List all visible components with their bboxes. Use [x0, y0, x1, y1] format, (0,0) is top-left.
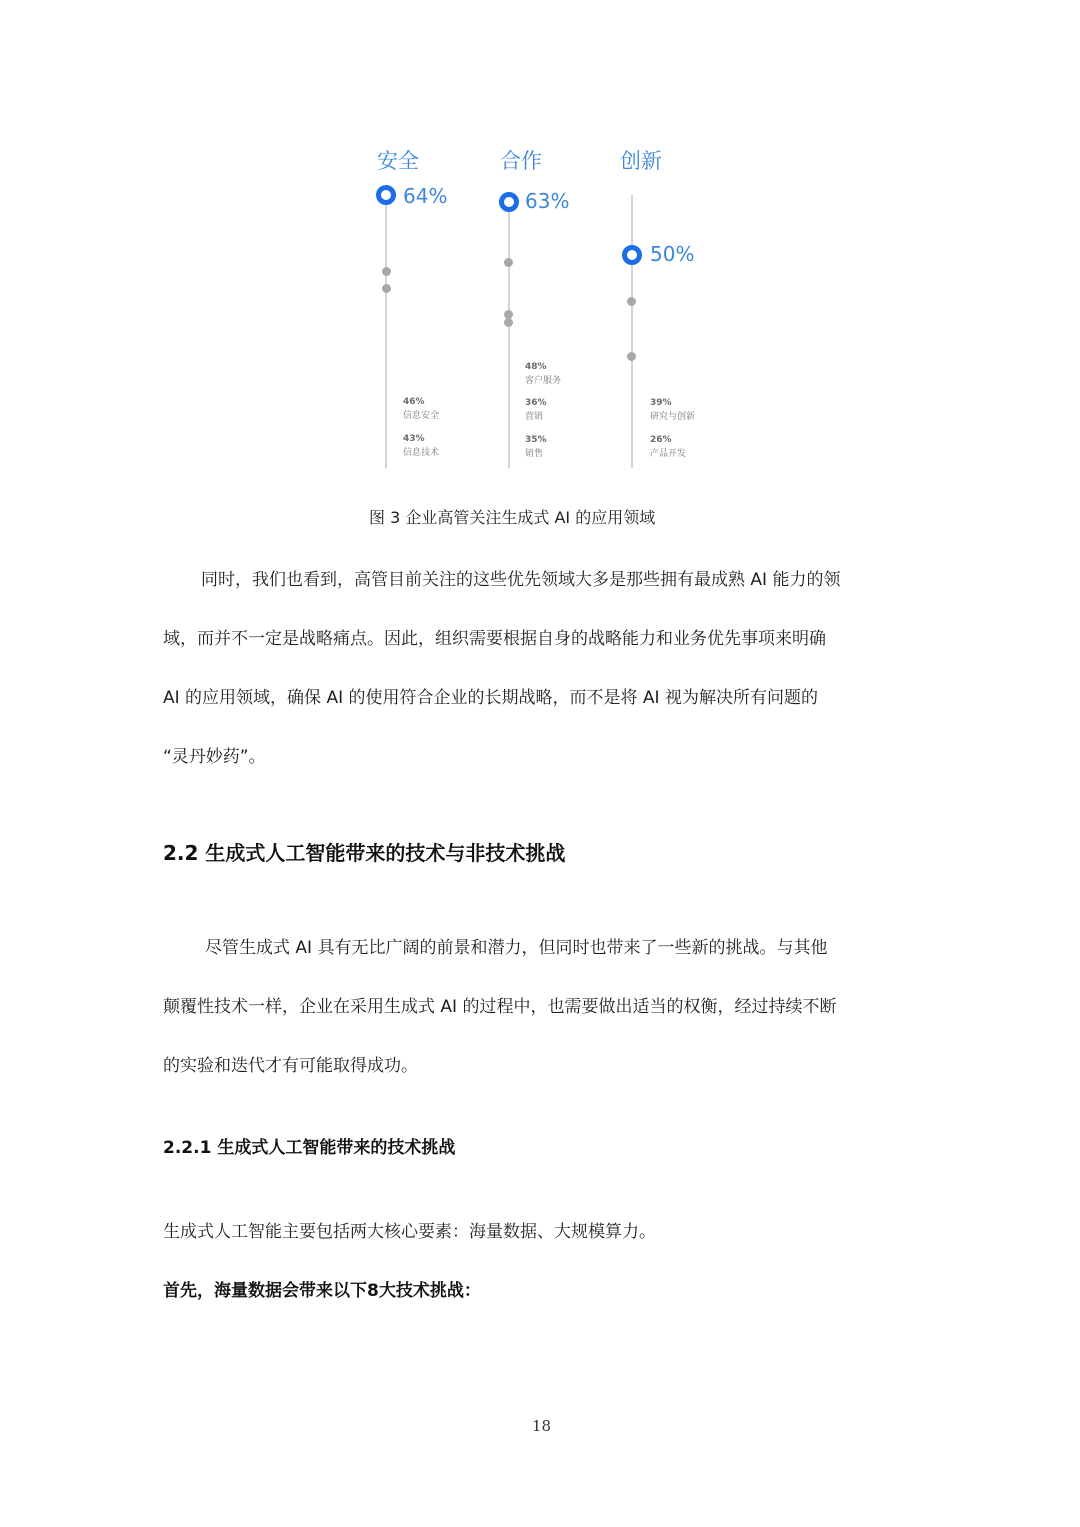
paragraph-line: “灵丹妙药”。	[163, 747, 266, 767]
paragraph-line: 颠覆性技术一样，企业在采用生成式 AI 的过程中，也需要做出适当的权衡，经过持续不断	[163, 997, 837, 1017]
data-dot	[627, 352, 636, 361]
ring-marker-icon	[622, 245, 642, 265]
column-title-collaboration: 合作	[500, 149, 542, 173]
item-percent: 43%	[403, 434, 425, 444]
subsection-heading: 2.2.1 生成式人工智能带来的技术挑战	[163, 1138, 456, 1158]
paragraph-line: 域，而并不一定是战略痛点。因此，组织需要根据自身的战略能力和业务优先事项来明确	[163, 629, 826, 649]
section-heading: 2.2 生成式人工智能带来的技术与非技术挑战	[163, 841, 566, 865]
data-dot	[627, 297, 636, 306]
item-percent: 36%	[525, 398, 547, 408]
figure-caption: 图 3 企业高管关注生成式 AI 的应用领域	[369, 508, 656, 527]
paragraph-line: 同时，我们也看到，高管目前关注的这些优先领域大多是那些拥有最成熟 AI 能力的领	[201, 570, 841, 590]
item-label: 营销	[525, 412, 544, 422]
item-label: 销售	[525, 449, 544, 459]
column-title-security: 安全	[377, 149, 419, 173]
item-label: 信息安全	[403, 411, 440, 421]
item-percent: 26%	[650, 435, 672, 445]
page-number: 18	[532, 1417, 552, 1435]
data-dot	[382, 284, 391, 293]
item-label: 客户服务	[525, 376, 562, 386]
item-percent: 48%	[525, 362, 547, 372]
column-percent: 50%	[650, 242, 695, 266]
paragraph-line: 尽管生成式 AI 具有无比广阔的前景和潜力，但同时也带来了一些新的挑战。与其他	[205, 938, 828, 958]
column-percent: 64%	[403, 184, 448, 208]
data-dot	[504, 318, 513, 327]
item-label: 研究与创新	[650, 412, 696, 422]
item-percent: 39%	[650, 398, 672, 408]
axis-line	[385, 190, 387, 468]
paragraph-line: AI 的应用领域，确保 AI 的使用符合企业的长期战略，而不是将 AI 视为解决所有问题的	[163, 688, 818, 708]
data-dot	[504, 258, 513, 267]
column-title-innovation: 创新	[620, 149, 662, 173]
bold-paragraph-line: 首先，海量数据会带来以下8大技术挑战：	[163, 1281, 481, 1301]
paragraph-line: 的实验和迭代才有可能取得成功。	[163, 1056, 418, 1076]
axis-line	[631, 195, 633, 468]
paragraph-line: 生成式人工智能主要包括两大核心要素：海量数据、大规模算力。	[163, 1222, 656, 1242]
item-label: 信息技术	[403, 448, 440, 458]
item-percent: 35%	[525, 435, 547, 445]
item-percent: 46%	[403, 397, 425, 407]
column-percent: 63%	[525, 189, 570, 213]
axis-line	[508, 195, 510, 468]
data-dot	[382, 267, 391, 276]
ring-marker-icon	[376, 185, 396, 205]
ring-marker-icon	[499, 192, 519, 212]
item-label: 产品开发	[650, 449, 687, 459]
